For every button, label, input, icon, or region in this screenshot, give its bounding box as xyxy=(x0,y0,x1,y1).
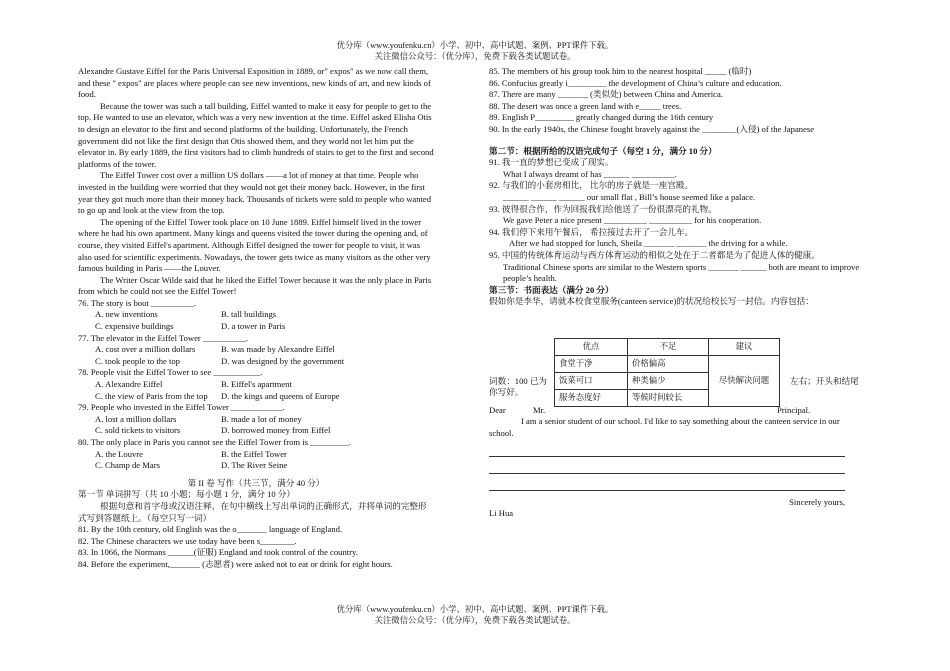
part2-title: 第 II 卷 写作（共三节，满分 40 分） xyxy=(187,477,325,488)
salutation-row xyxy=(489,405,873,417)
translation-92: 92. 与我们的小套房相比， 比尔的房子就是一座宫殿。 ______ ______ ______ our small flat , Bill’s house seemed like a palace. xyxy=(489,180,756,202)
left-column xyxy=(78,66,434,571)
option: C. Champ de Mars xyxy=(95,460,160,471)
translation-93: 93. 彼得很合作，作为回报我们给他送了一份很漂亮的礼物。 We gave Peter a nice present __________ __________ for his cooperation. xyxy=(489,203,762,226)
table-cell: 食堂干净 xyxy=(555,355,628,372)
footer-line-2: 关注微信公众号：（优分库），免费下载各类试题试卷。 xyxy=(374,616,576,625)
passage-paragraph: The Eiffel Tower cost over a million US dollars ——a lot of money at that time. People who invested in the building were worried that they would not get their money back. However, in the first year they got much more than their money back. Thousands of tickets were sold to people who wanted to go up and look at the view from the top. xyxy=(78,170,432,216)
right-column xyxy=(489,66,873,520)
spelling-question: 90. In the early 1940s, the Chinese fought bravely against the ________(入侵) of the Japanese xyxy=(489,123,815,134)
option: C. the view of Paris from the top xyxy=(95,390,208,401)
passage-paragraph: Alexandre Gustave Eiffel for the Paris Universal Exposition in 1889, or" expos" as we now call them, and these " expos" are places where people can see new inventions, new kinds of art, and new kinds of food. xyxy=(78,66,431,100)
passage-paragraph: The opening of the Eiffel Tower took place on 10 June 1889. Eiffel himself lived in the tower where he had his own apartment. Many kings and queens visited the tower during the opening and, of course, they visited Eiffel's apartment. Although Eiffel designed the tower for people to visit, it was also used for scientific experiments. Nowadays, the tower gets twice as many visitors as the other very famous building in Paris ——the Louver. xyxy=(78,216,431,274)
option: A. Alexandre Eiffel xyxy=(95,379,163,390)
option: A. lost a million dollars xyxy=(95,413,177,424)
signature: Li Hua xyxy=(489,508,514,519)
translation-91: 91. 我一直的梦想已变成了现实。 What I always dreamt of has ______ __________. xyxy=(489,157,677,179)
page-footer xyxy=(0,604,950,626)
answer-line xyxy=(489,440,845,457)
table-cell: 服务态度好 xyxy=(555,389,628,406)
table-header: 建议 xyxy=(709,338,780,355)
spelling-question: 88. The desert was once a green land with e_____ trees. xyxy=(489,100,682,111)
table-cell: 价格偏高 xyxy=(628,355,709,372)
word-count-note: 词数：100 已为你写好。 xyxy=(489,375,548,398)
option: B. Eiffel's apartment xyxy=(221,379,292,390)
closing: Sincerely yours, xyxy=(789,496,845,507)
answer-line xyxy=(489,474,845,491)
spelling-question: 83. In 1066, the Normans ______(征服) England and took control of the country. xyxy=(78,547,358,558)
option: D. borrowed money from Eiffel xyxy=(221,425,331,436)
question-78: 78. People visit the Eiffel Tower to see ___________. A. Alexandre Eiffel B. Eiffel's apartment C. the view of Paris from the top D. the kings and queens of Europe xyxy=(78,367,340,401)
question-80: 80. The only place in Paris you cannot see the Eiffel Tower from is _________. A. the Louvre B. the Eiffel Tower C. Champ de Mars D. The River Seine xyxy=(78,437,351,471)
table-header-row xyxy=(555,338,780,355)
table-cell-suggestion: 尽快解决问题 xyxy=(709,355,780,406)
section1-instruction: 根据句意和首字母或汉语注释，在句中横线上写出单词的正确形式，并将单词的完整形式写到答题纸上。（每空只写一词） xyxy=(78,500,427,523)
question-79: 79. People who invested in the Eiffel Tower ____________. A. lost a million dollars B. made a lot of money C. sold tickets to visitors D. borrowed money from Eiffel xyxy=(78,402,331,436)
option: D. a tower in Paris xyxy=(221,321,286,332)
spelling-question: 86. Confucius greatly i_________ the development of China’s culture and education. xyxy=(489,77,782,88)
question-76: 76. The story is bout __________. A. new inventions B. tall buildings C. expensive buildings D. a tower in Paris xyxy=(78,297,286,332)
salutation-mr: Mr. xyxy=(533,404,546,415)
table-row xyxy=(555,355,780,372)
option: D. the kings and queens of Europe xyxy=(221,390,340,401)
translation-94: 94. 我们停下来用午餐后， 希拉接过去开了一会儿车。 After we had stopped for lunch, Sheila _______ _______ the driving for a while. xyxy=(489,226,788,249)
section1-title: 第一节 单词拼写（共 10 小题；每小题 1 分，满分 10 分） xyxy=(78,489,295,500)
passage-paragraph: Because the tower was such a tall building, Eiffel wanted to make it easy for people to get to the top. He wanted to use an elevator, which was a very new invention at the time. Eiffel asked Elisha Otis to design an elevator to the first and second platforms of the building. Unfortunately, the French government did not like the first design that Otis showed them, and they world not let him put the elevator in. By early 1889, the first visitors had to climb hundreds of stairs to get to the first and second platforms of the tower. xyxy=(78,100,434,169)
salutation-dear: Dear xyxy=(489,404,506,415)
salutation-principal: Principal. xyxy=(777,404,811,415)
letter-opening: I am a senior student of our school. I'd like to say something about the canteen service in our school. xyxy=(489,416,840,439)
passage-paragraph: The Writer Oscar Wilde said that he liked the Eiffel Tower because it was the only place in Paris from which he could not see the Eiffel Tower! xyxy=(78,274,432,297)
spelling-question: 81. By the 10th century, old English was the o_______ language of England. xyxy=(78,524,343,535)
table-cell: 种类偏少 xyxy=(628,372,709,389)
spelling-question: 89. English P_________ greatly changed during the 16th century xyxy=(489,112,714,123)
canteen-table xyxy=(554,338,780,407)
answer-line xyxy=(489,457,845,474)
option: B. was made by Alexandre Eiffel xyxy=(221,344,335,355)
page-header xyxy=(0,40,950,62)
header-line-1: 优分库（www.youfenku.cn）小学、初中、高中试题、案例、PPT课件下载。 xyxy=(336,41,614,50)
option: A. the Louvre xyxy=(95,448,143,459)
spelling-question: 85. The members of his group took him to the nearest hospital _____ (临时) xyxy=(489,66,752,76)
spelling-question: 87. There are many _______ (类似处) between China and America. xyxy=(489,89,723,100)
spelling-question: 84. Before the experiment,_______ (志愿者) were asked not to eat or drink for eight hours. xyxy=(78,558,393,569)
section2-title: 第二节：根据所给的汉语完成句子（每空 1 分，满分 10 分） xyxy=(489,145,717,156)
option: C. took people to the top xyxy=(95,355,180,366)
option: A. new inventions xyxy=(95,309,158,320)
option: A. cost over a million dollars xyxy=(95,344,196,355)
footer-line-1: 优分库（www.youfenku.cn）小学、初中、高中试题、案例、PPT课件下载。 xyxy=(336,605,614,614)
option: D. The River Seine xyxy=(221,460,288,471)
option: B. the Eiffel Tower xyxy=(221,448,287,459)
length-note: 左右；开头和结尾 xyxy=(790,375,859,386)
section3-instruction: 假如你是李华，请就本校食堂服务(canteen service)的状况给校长写一封信。内容包括： xyxy=(489,296,814,307)
option: C. expensive buildings xyxy=(95,321,174,332)
translation-95: 95. 中国的传统体育运动与西方体育运动的相似之处在于二者都是为了促进人体的健康。 Traditional Chinese sports are similar to the Western sports _______ ______ both are meant to improve people’s health. xyxy=(489,249,860,284)
spelling-question: 82. The Chinese characters we use today have been s________. xyxy=(78,535,297,546)
question-77: 77. The elevator in the Eiffel Tower __________. A. cost over a million dollars B. was made by Alexandre Eiffel C. took people to the top D. was designed by the government xyxy=(78,332,345,366)
option: C. sold tickets to visitors xyxy=(95,425,181,436)
table-header: 不足 xyxy=(628,338,709,355)
table-header: 优点 xyxy=(555,338,628,355)
table-cell: 等候时间较长 xyxy=(628,389,709,406)
option: B. tall buildings xyxy=(221,309,277,320)
option: D. was designed by the government xyxy=(221,355,345,366)
header-line-2: 关注微信公众号：（优分库），免费下载各类试题试卷。 xyxy=(374,52,576,61)
section3-title: 第三节：书面表达（满分 20 分） xyxy=(489,284,614,295)
requirements-row xyxy=(489,338,873,407)
table-cell: 饭菜可口 xyxy=(555,372,628,389)
option: B. made a lot of money xyxy=(221,413,302,424)
